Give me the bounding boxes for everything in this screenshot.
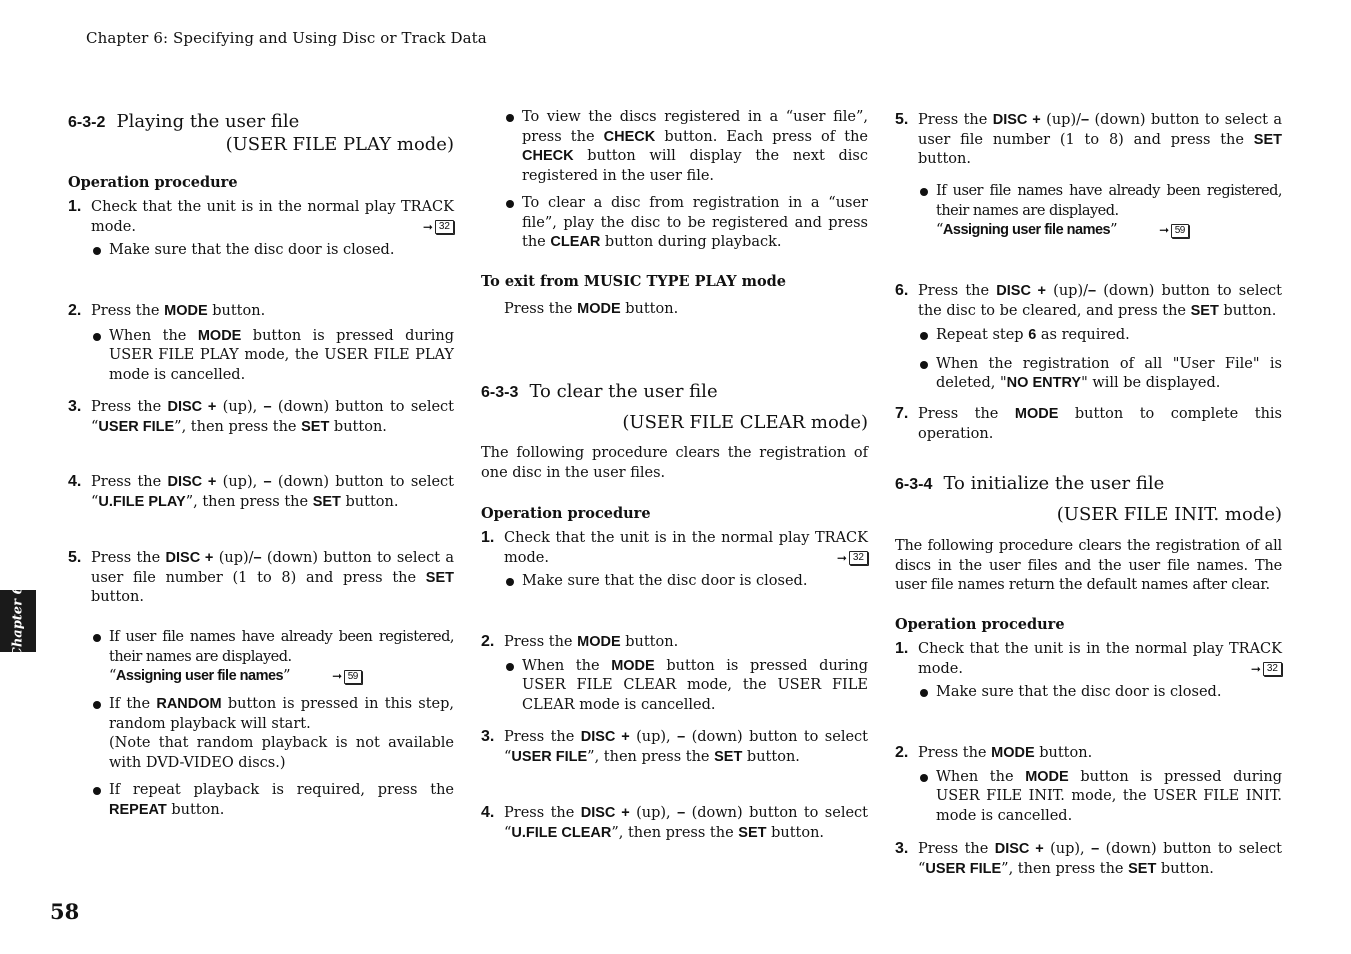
arrow-icon: ➞ (332, 669, 342, 683)
bullet-repeat: If repeat playback is required, press the REPEAT button. (91, 781, 454, 820)
bullet-item: Make sure that the disc door is closed. (918, 683, 1282, 703)
book-icon: 32 (1263, 662, 1282, 676)
step-text: button. (207, 303, 266, 319)
xref-label: Assigning user file names (942, 222, 1111, 238)
step-number: 1. (68, 198, 82, 215)
page-number: 58 (50, 899, 80, 924)
step-text: Check that the unit is in the normal play TRACK mode. (91, 199, 454, 235)
bullet-clear-disc: To clear a disc from registration in a “user file”, play the disc to be registered and press the CLEAR button during playback. (504, 194, 868, 253)
bullet-item: Make sure that the disc door is closed. (504, 572, 868, 592)
section-heading-6-3-3 (481, 381, 868, 402)
bullet-item: Repeat step 6 as required. (918, 326, 1282, 346)
step-5: 5. Press the DISC + (up)/– (down) button to select a user file number (1 to 8) and press the SET button. (895, 111, 1283, 167)
step-text: Press the (91, 303, 165, 319)
step-number: 2. (68, 302, 82, 319)
book-icon: 59 (1171, 224, 1189, 238)
chapter-tab (0, 584, 36, 658)
exit-heading: To exit from MUSIC TYPE PLAY mode (481, 273, 786, 290)
xref-label: Assigning user file names (115, 668, 284, 684)
step-4: 4. Press the DISC + (up), – (down) button to select “U.FILE CLEAR”, then press the SET button. (481, 804, 868, 841)
bullet-item: When the MODE button is pressed during USER FILE PLAY mode, the USER FILE PLAY mode is cancelled. (91, 327, 454, 386)
operation-procedure-heading: Operation procedure (895, 616, 1065, 633)
step-1: 1. Check that the unit is in the normal play TRACK mode. ➞ 32 Make sure that the disc door is closed. (481, 529, 868, 592)
section-intro: The following procedure clears the registration of all discs in the user files and the user file names. The user file names return the default names after clear. (895, 538, 1282, 593)
book-icon: 32 (435, 220, 454, 234)
arrow-icon: ➞ (1159, 223, 1169, 237)
step-2: 2. Press the MODE button. When the MODE button is pressed during USER FILE INIT. mode, the USER FILE INIT. mode is cancelled. (895, 744, 1282, 826)
page-reference (332, 667, 362, 687)
operation-procedure-heading: Operation procedure (481, 505, 651, 522)
bullet-item: Make sure that the disc door is closed. (91, 241, 454, 261)
page-reference (1251, 660, 1282, 680)
section-number: 6-3-3 (481, 384, 519, 401)
book-icon: 32 (849, 551, 868, 565)
step-number: 5. (68, 549, 82, 566)
section-number: 6-3-4 (895, 476, 933, 493)
section-number: 6-3-2 (68, 114, 106, 131)
section-heading-6-3-4 (895, 473, 1282, 494)
arrow-icon: ➞ (836, 550, 847, 565)
section-mode: (USER FILE PLAY mode) (225, 134, 454, 155)
section-intro: The following procedure clears the registration of one disc in the user files. (481, 445, 868, 481)
section-mode: (USER FILE INIT. mode) (1056, 504, 1282, 525)
step-3: 3. Press the DISC + (up), – (down) button to select “USER FILE”, then press the SET button. (68, 398, 455, 435)
bullet-names-registered: If user file names have already been registered, their names are displayed. “Assigning user file names” ➞ 59 (918, 182, 1282, 241)
bullet-item: When the MODE button is pressed during USER FILE CLEAR mode, the USER FILE CLEAR mode is cancelled. (504, 657, 868, 716)
step-number: 4. (68, 473, 82, 490)
arrow-icon: ➞ (422, 219, 433, 234)
chapter-tab-label: Chapter 6 (10, 584, 26, 658)
section-heading-6-3-2 (68, 111, 454, 132)
exit-instruction: Press the MODE button. (504, 301, 679, 317)
key-mode: MODE (164, 303, 208, 319)
page-reference (1159, 221, 1189, 241)
bullet-names-registered: If user file names have already been registered, their names are displayed. “Assigning user file names” ➞ 59 (91, 628, 454, 687)
section-title: To clear the user file (529, 381, 718, 402)
step-7: 7. Press the MODE button to complete this operation. (895, 405, 1283, 442)
section-title: Playing the user file (116, 111, 300, 132)
section-mode: (USER FILE CLEAR mode) (622, 412, 868, 433)
bullet-view-discs: To view the discs registered in a “user file”, press the CHECK button. Each press of the CHECK button will display the next disc registered in the user file. (504, 108, 868, 186)
step-6: 6. Press the DISC + (up)/– (down) button to select the disc to be cleared, and press the SET button. Repeat step 6 as required. When the registration of all "User File" is deleted, "NO ENTRY" will be displayed. (895, 282, 1282, 394)
section-title: To initialize the user file (943, 473, 1165, 494)
step-1 (68, 198, 454, 261)
arrow-icon: ➞ (1250, 661, 1261, 676)
bullet-random: If the RANDOM button is pressed in this step, random playback will start. (Note that random playback is not available with DVD-VIDEO discs.) (91, 695, 454, 773)
step-3: 3. Press the DISC + (up), – (down) button to select “USER FILE”, then press the SET button. (481, 728, 868, 765)
step-4: 4. Press the DISC + (up), – (down) button to select “U.FILE PLAY”, then press the SET button. (68, 473, 455, 510)
page-reference (423, 218, 454, 238)
step-1: 1. Check that the unit is in the normal play TRACK mode. ➞ 32 Make sure that the disc door is closed. (895, 640, 1282, 703)
step-number: 3. (68, 398, 82, 415)
page-reference (837, 549, 868, 569)
running-header: Chapter 6: Specifying and Using Disc or Track Data (86, 29, 487, 47)
step-2 (68, 302, 454, 385)
step-2: 2. Press the MODE button. When the MODE button is pressed during USER FILE CLEAR mode, the USER FILE CLEAR mode is cancelled. (481, 633, 868, 715)
bullet-item: When the registration of all "User File" is deleted, "NO ENTRY" will be displayed. (918, 355, 1282, 394)
book-icon: 59 (344, 670, 362, 684)
step-3: 3. Press the DISC + (up), – (down) button to select “USER FILE”, then press the SET button. (895, 840, 1282, 877)
operation-procedure-heading: Operation procedure (68, 174, 238, 191)
step-5: 5. Press the DISC + (up)/– (down) button to select a user file number (1 to 8) and press the SET button. (68, 549, 454, 605)
bullet-item: When the MODE button is pressed during USER FILE INIT. mode, the USER FILE INIT. mode is cancelled. (918, 768, 1282, 827)
